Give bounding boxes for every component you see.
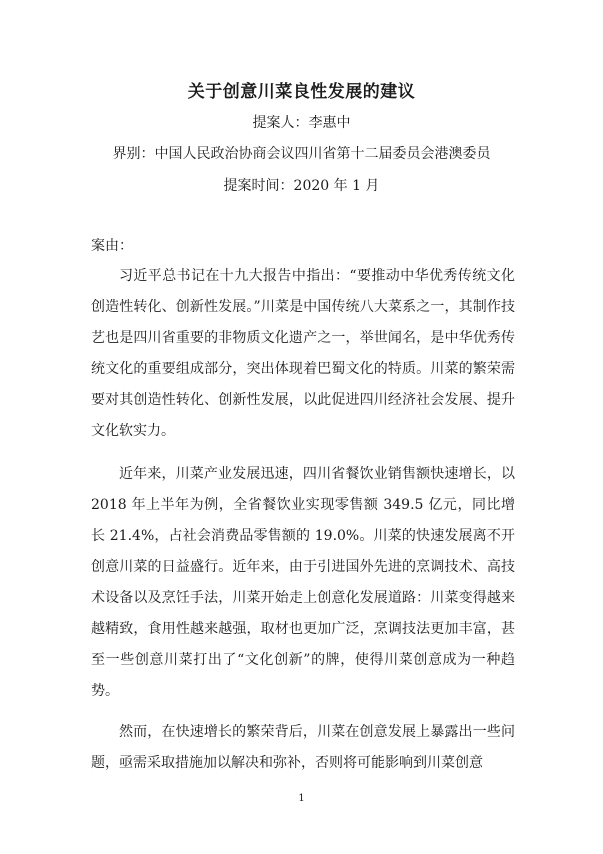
paragraph-1: 习近平总书记在十九大报告中指出：“要推动中华优秀传统文化创造性转化、创新性发展。”川菜是中国传统八大菜系之一，其制作技艺也是四川省重要的非物质文化遗产之一，举世闻名，是中华优秀传统文化的重要组成部分，突出体现着巴蜀文化的特质。川菜的繁荣需要对其创造性转化、创新性发展，以此促进四川经济社会发展、提升文化软实力。 — [91, 268, 515, 439]
cause-label: 案由： — [91, 238, 133, 254]
page-number: 1 — [298, 793, 305, 804]
date-line: 提案时间：2020 年 1 月 — [223, 178, 380, 194]
sector-line: 界别：中国人民政治协商会议四川省第十二届委员会港澳委员 — [112, 146, 491, 162]
paragraph-2: 近年来，川菜产业发展迅速，四川省餐饮业销售额快速增长，以 2018 年上半年为例，全省餐饮业实现零售额 349.5 亿元，同比增长 21.4%，占社会消费品零售额的 19.0%。川菜的快速发展离不开创意川菜的日益盛行。近年来，由于引进国外先进的烹调技术、高技术设备以及烹饪手法，川菜开始走上创意化发展道路：川菜变得越来越精致，食用性越来越强，取材也更加广泛，烹调技法更加丰富，甚至一些创意川菜打出了“文化创新”的牌，使得川菜创意成为一种趋势。 — [91, 466, 515, 699]
proposer-line: 提案人：李惠中 — [252, 115, 351, 131]
document-title: 关于创意川菜良性发展的建议 — [187, 82, 416, 102]
paragraph-3: 然而，在快速增长的繁荣背后，川菜在创意发展上暴露出一些问题，亟需采取措施加以解决和弥补，否则将可能影响到川菜创意 — [91, 724, 515, 771]
